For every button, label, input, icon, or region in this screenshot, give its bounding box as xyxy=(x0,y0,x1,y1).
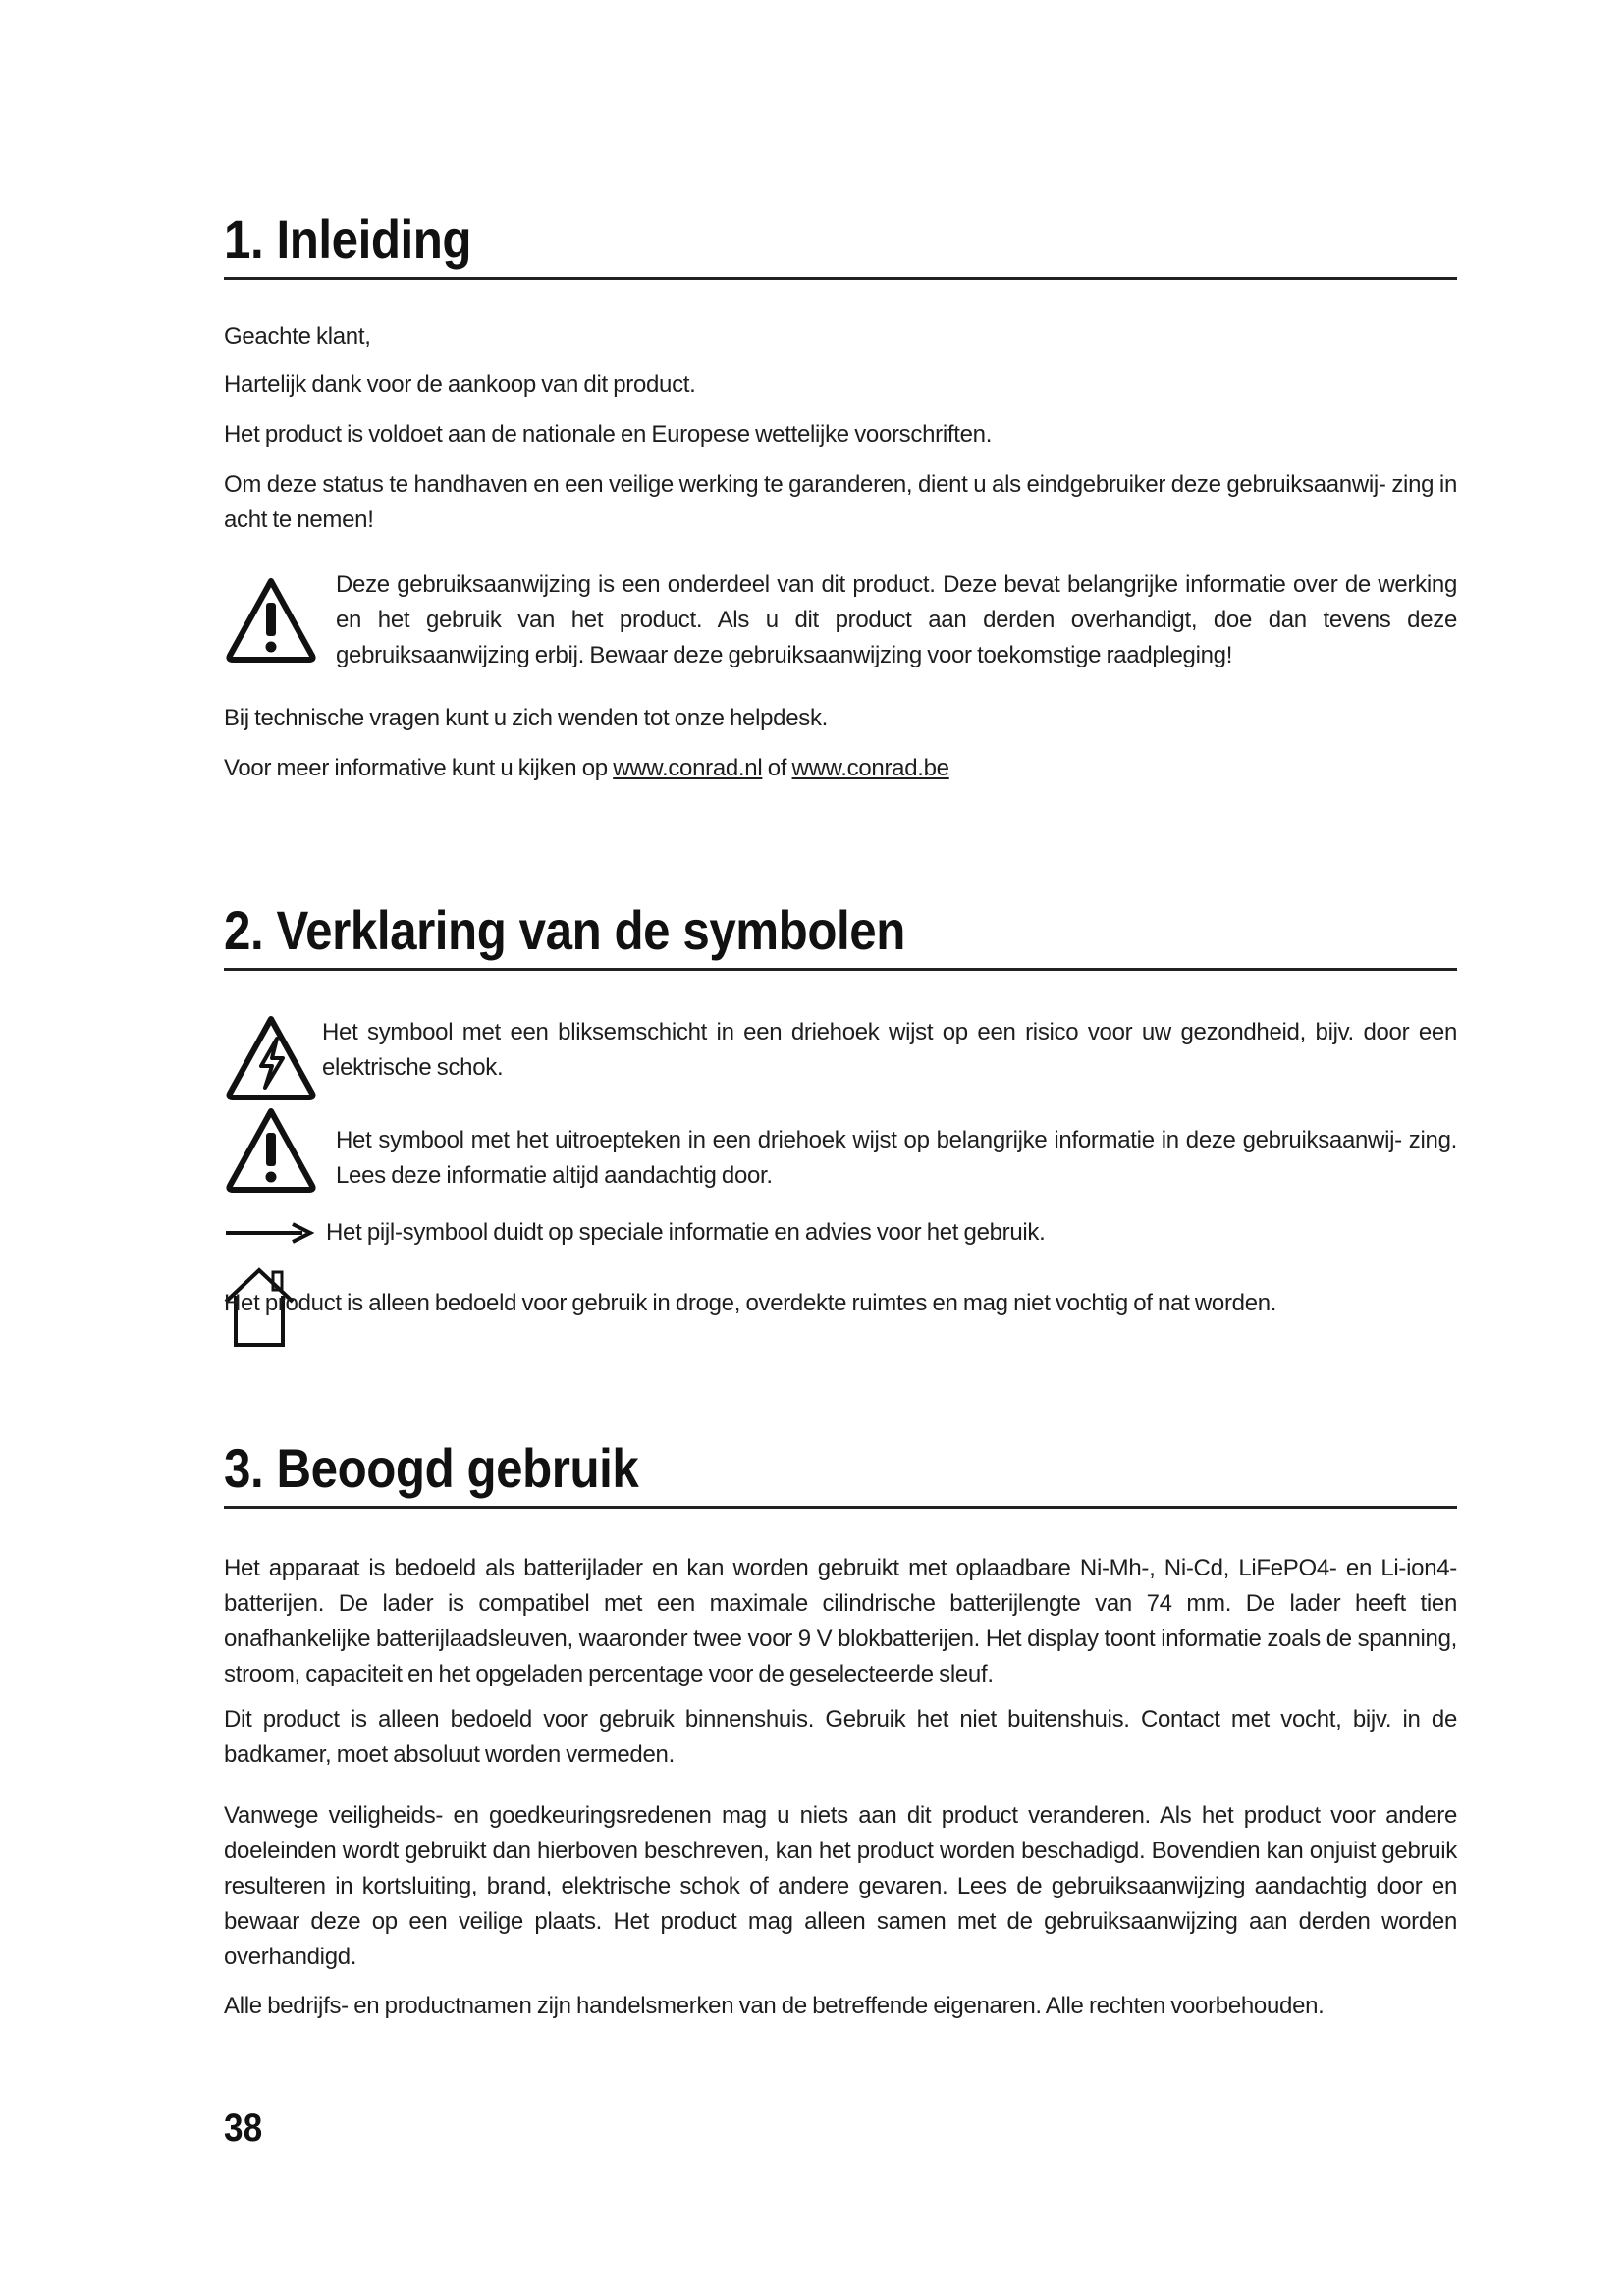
more-info-mid: of xyxy=(767,755,787,781)
warning-notice xyxy=(224,567,1457,675)
thanks-text: Hartelijk dank voor de aankoop van dit product. xyxy=(224,371,696,398)
section-intended-use xyxy=(224,1437,1457,1509)
section-2-title: 2. Verklaring van de symbolen xyxy=(224,899,905,961)
exclamation-triangle-icon xyxy=(224,1105,318,1194)
salutation: Geachte klant, xyxy=(224,323,371,349)
intended-use-paragraph-3: Vanwege veiligheids- en goedkeuringsredenen mag u niets aan dit product veranderen. Als het product voor andere doeleinden wordt gebruikt dan hierboven beschreven, kan het product worden beschadigd. Bovendien kan onjuist gebruik resulteren in kortsluiting, brand, elektrische schok of andere gevaren. Lees de gebruiksaanwijzing aandachtig door en bewaar deze op een veilige plaats. Het product mag alleen samen met de gebruiksaanwijzing aan derden worden overhandigd. xyxy=(224,1802,1457,1970)
section-3-title: 3. Beoogd gebruik xyxy=(224,1437,639,1499)
symbol-lightning xyxy=(224,1013,1457,1103)
section-2-rule xyxy=(224,968,1457,971)
status-text: Om deze status te handhaven en een veilige werking te garanderen, dient u als eindgebruiker deze gebruiksaanwij- zing in acht te nemen! xyxy=(224,471,1457,533)
section-symbols xyxy=(224,899,1457,971)
manual-page xyxy=(224,0,1457,2296)
symbol-indoor xyxy=(224,1266,1457,1349)
section-introduction xyxy=(224,208,1457,280)
symbol-exclamation xyxy=(224,1105,1457,1200)
helpdesk-text: Bij technische vragen kunt u zich wenden tot onze helpdesk. xyxy=(224,705,829,731)
regulations-text: Het product is voldoet aan de nationale en Europese wettelijke voorschriften. xyxy=(224,421,993,448)
lightning-text: Het symbool met een bliksemschicht in een driehoek wijst op een risico voor uw gezondheid, bijv. door een elektrische schok. xyxy=(322,1019,1457,1081)
trademark-text: Alle bedrijfs- en productnamen zijn handelsmerken van de betreffende eigenaren. Alle rechten voorbehouden. xyxy=(224,1993,1325,2019)
lightning-triangle-icon xyxy=(224,1013,318,1101)
symbol-arrow xyxy=(224,1215,1457,1255)
section-1-rule xyxy=(224,277,1457,280)
warning-triangle-icon xyxy=(224,575,318,664)
arrow-text: Het pijl-symbool duidt op speciale informatie en advies voor het gebruik. xyxy=(326,1219,1046,1246)
intended-use-paragraph-2: Dit product is alleen bedoeld voor gebruik binnenshuis. Gebruik het niet buitenshuis. Contact met vocht, bijv. in de badkamer, moet absoluut worden vermeden. xyxy=(224,1706,1457,1768)
section-3-rule xyxy=(224,1506,1457,1509)
section-1-title: 1. Inleiding xyxy=(224,208,472,270)
warning-text: Deze gebruiksaanwijzing is een onderdeel van dit product. Deze bevat belangrijke informatie over de werking en het gebruik van het product. Als u dit product aan derden overhandigt, doe dan tevens deze gebruiksaanwijzing erbij. Bewaar deze gebruiksaanwijzing voor toekomstige raadpleging! xyxy=(336,571,1457,668)
intended-use-paragraph-1: Het apparaat is bedoeld als batterijlader en kan worden gebruikt met oplaadbare Ni-Mh-, Ni-Cd, LiFePO4- en Li-ion4-batterijen. De lader is compatibel met een maximale cilindrische batterijlengte van 74 mm. De lader heeft tien onafhankelijke batterijlaadsleuven, waaronder twee voor 9 V blokbatterijen. Het display toont informatie zoals de spanning, stroom, capaciteit en het opgeladen percentage voor de geselecteerde sleuf. xyxy=(224,1555,1457,1687)
more-info-prefix: Voor meer informative kunt u kijken op xyxy=(224,755,608,781)
conrad-be-link[interactable]: www.conrad.be xyxy=(791,755,949,781)
arrow-right-icon xyxy=(224,1221,314,1245)
indoor-text: Het product is alleen bedoeld voor gebruik in droge, overdekte ruimtes en mag niet vochtig of nat worden. xyxy=(224,1290,1277,1316)
more-info-text xyxy=(224,751,1457,786)
page-number: 38 xyxy=(224,2107,263,2150)
exclamation-text: Het symbool met het uitroepteken in een driehoek wijst op belangrijke informatie in deze gebruiksaanwij- zing. Lees deze informatie altijd aandachtig door. xyxy=(336,1127,1457,1189)
conrad-nl-link[interactable]: www.conrad.nl xyxy=(613,755,763,781)
